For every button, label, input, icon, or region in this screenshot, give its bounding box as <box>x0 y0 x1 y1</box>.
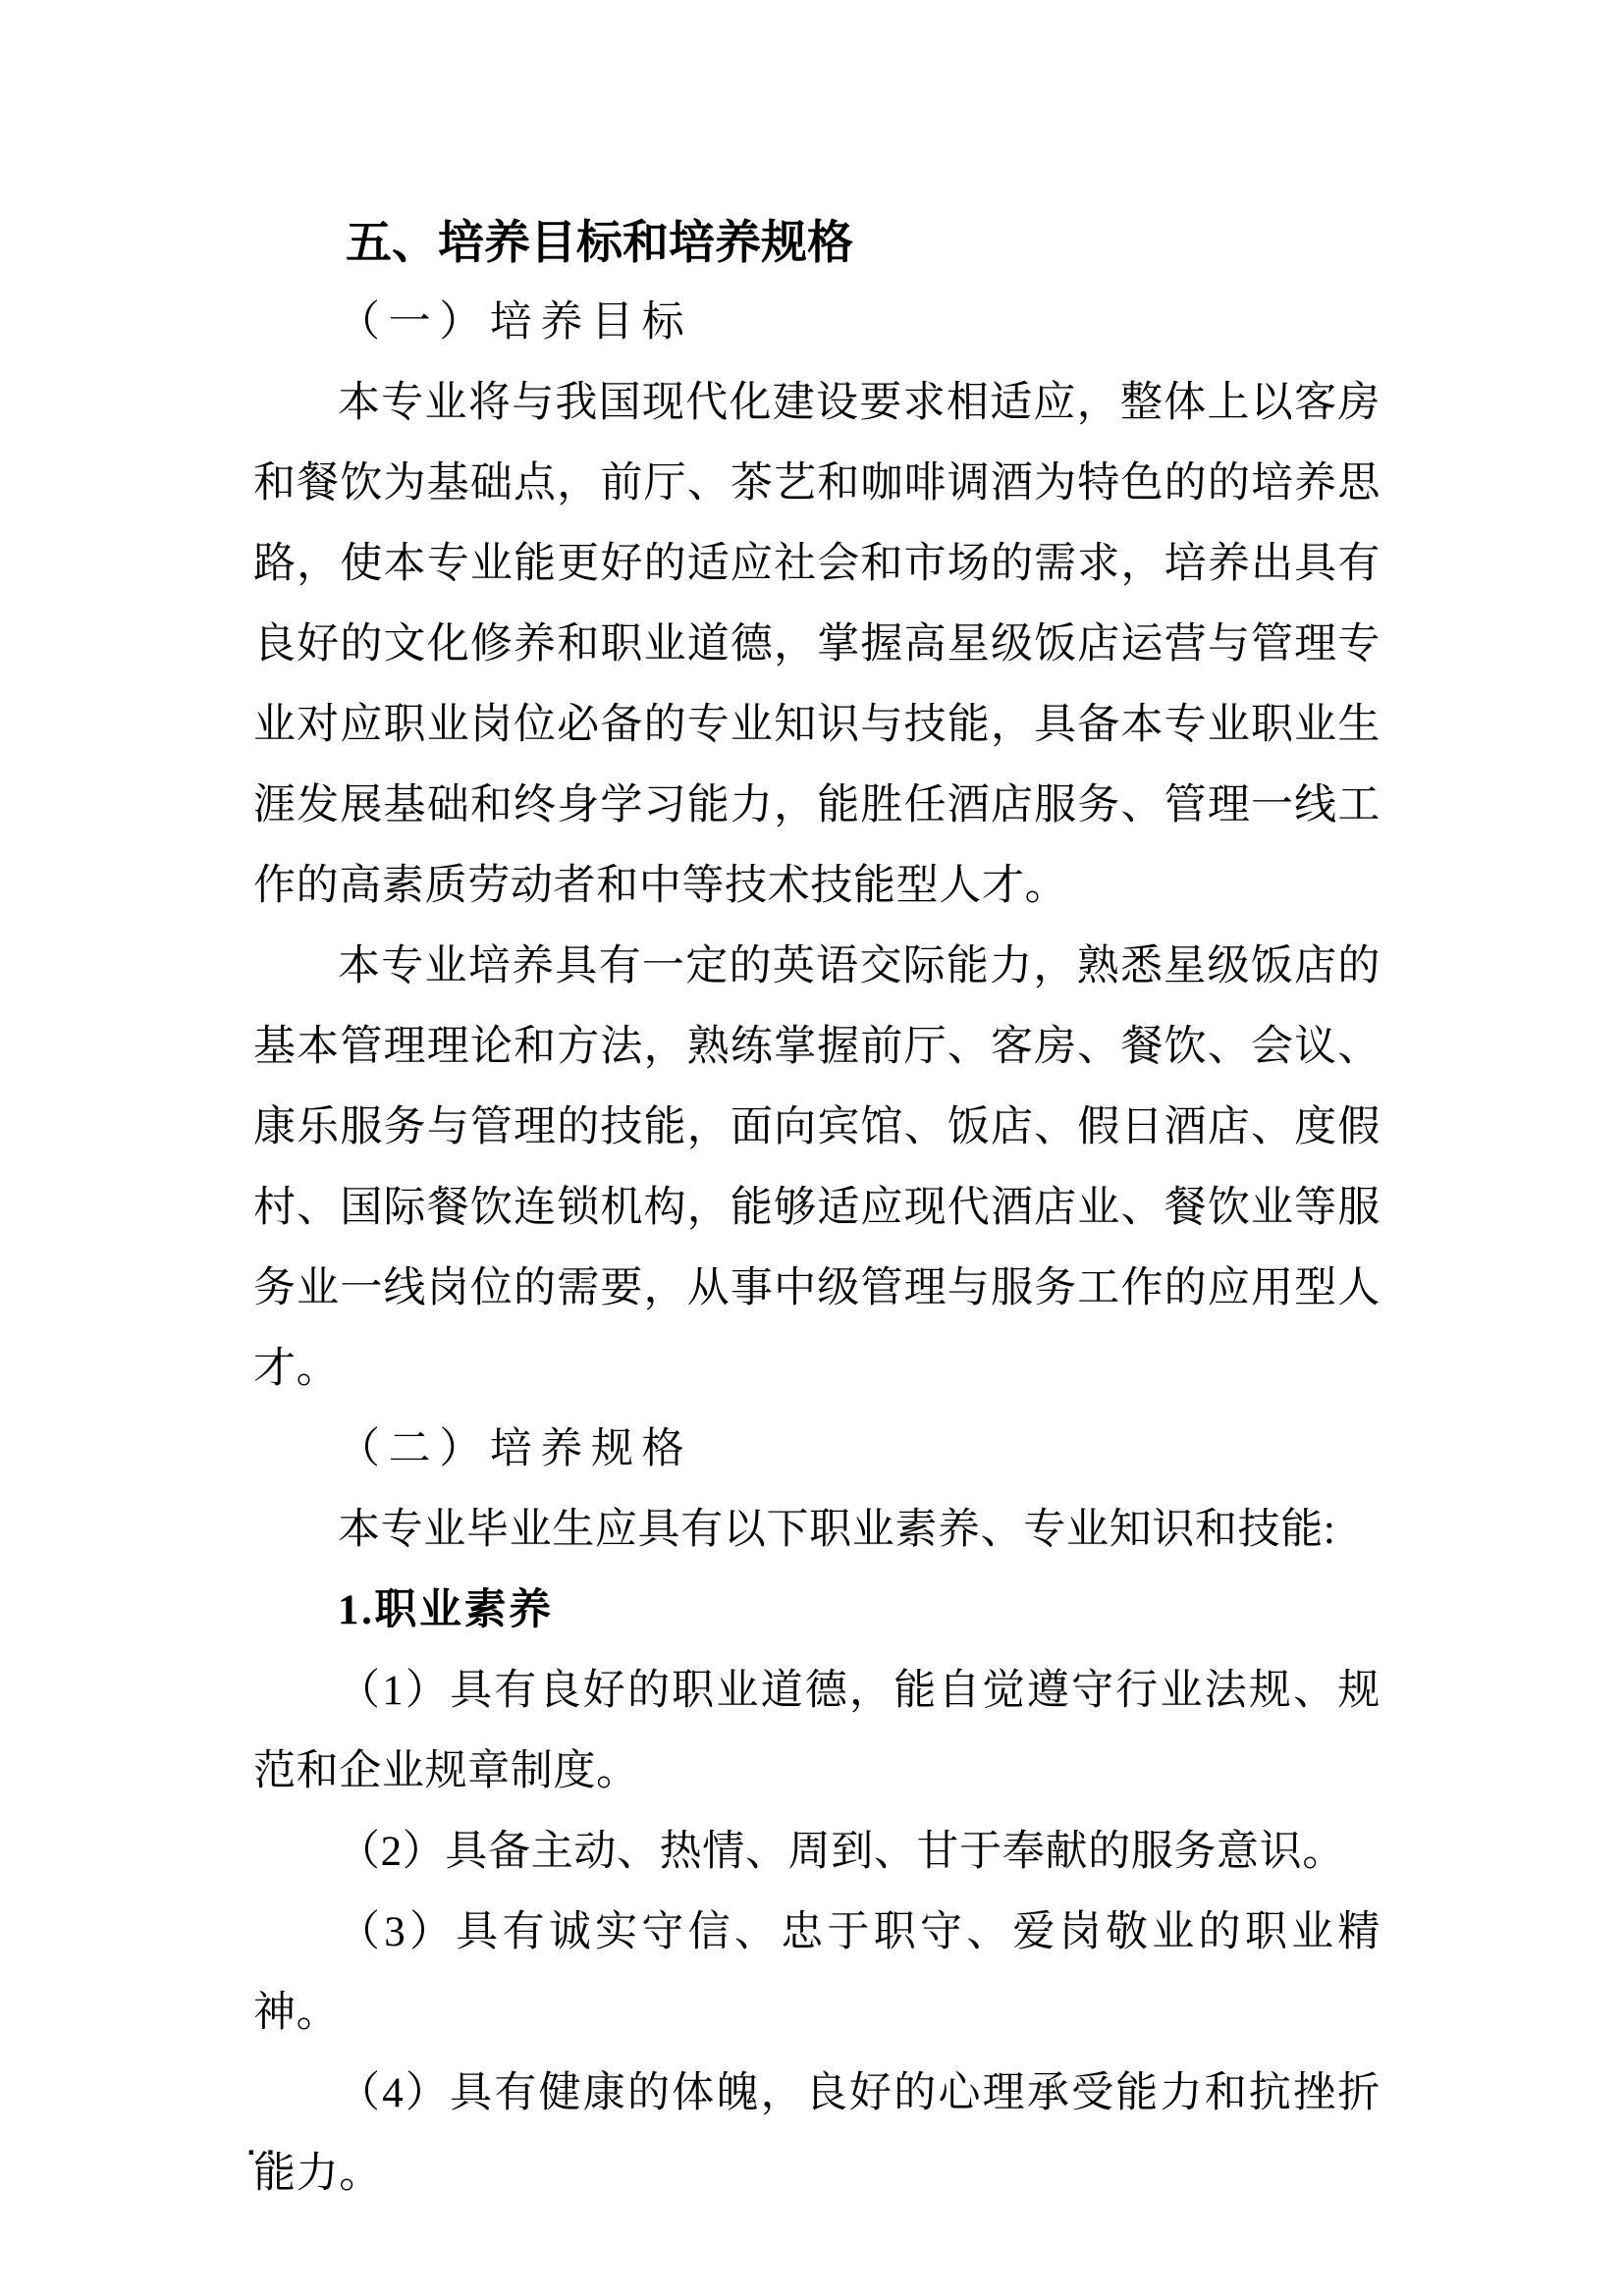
section-heading: 五、培养目标和培养规格 <box>346 216 853 268</box>
footer-mark: .. <box>244 2132 283 2162</box>
paragraph-specifications-intro: 本专业毕业生应具有以下职业素养、专业知识和技能: <box>338 1507 1336 1553</box>
paragraph-training-objective-2: 本专业培养具有一定的英语交际能力，熟悉星级饭店的基本管理理论和方法，熟练掌握前厅、客房、餐饮、会议、康乐服务与管理的技能，面向宾馆、饭店、假日酒店、度假村、国际餐饮连锁机构，能够适应现代酒店业、餐饮业等服务业一线岗位的需要，从事中级管理与服务工作的应用型人才。 <box>253 943 1380 1392</box>
list-item-2: （2）具备主动、热情、周到、甘于奉献的服务意识。 <box>338 1829 1345 1875</box>
list-item-4: （4）具有健康的体魄，良好的心理承受能力和抗挫折能力。 <box>253 2070 1380 2197</box>
list-item-1: （1）具有良好的职业道德，能自觉遵守行业法规、规范和企业规章制度。 <box>253 1668 1380 1794</box>
subsection-heading-training-specifications: （二）培养规格 <box>338 1426 693 1472</box>
list-heading-professional-quality: 1.职业素养 <box>338 1587 554 1633</box>
paragraph-training-objective-1: 本专业将与我国现代化建设要求相适应，整体上以客房和餐饮为基础点，前厅、茶艺和咖啡调酒为特色的的培养思路，使本专业能更好的适应社会和市场的需求，培养出具有良好的文化修养和职业道德，掌握高星级饭店运营与管理专业对应职业岗位必备的专业知识与技能，具备本专业职业生涯发展基础和终身学习能力，能胜任酒店服务、管理一线工作的高素质劳动者和中等技术技能型人才。 <box>253 380 1380 909</box>
list-item-3: （3）具有诚实守信、忠于职守、爱岗敬业的职业精神。 <box>253 1909 1380 2036</box>
subsection-heading-training-objectives: （一）培养目标 <box>338 299 693 346</box>
